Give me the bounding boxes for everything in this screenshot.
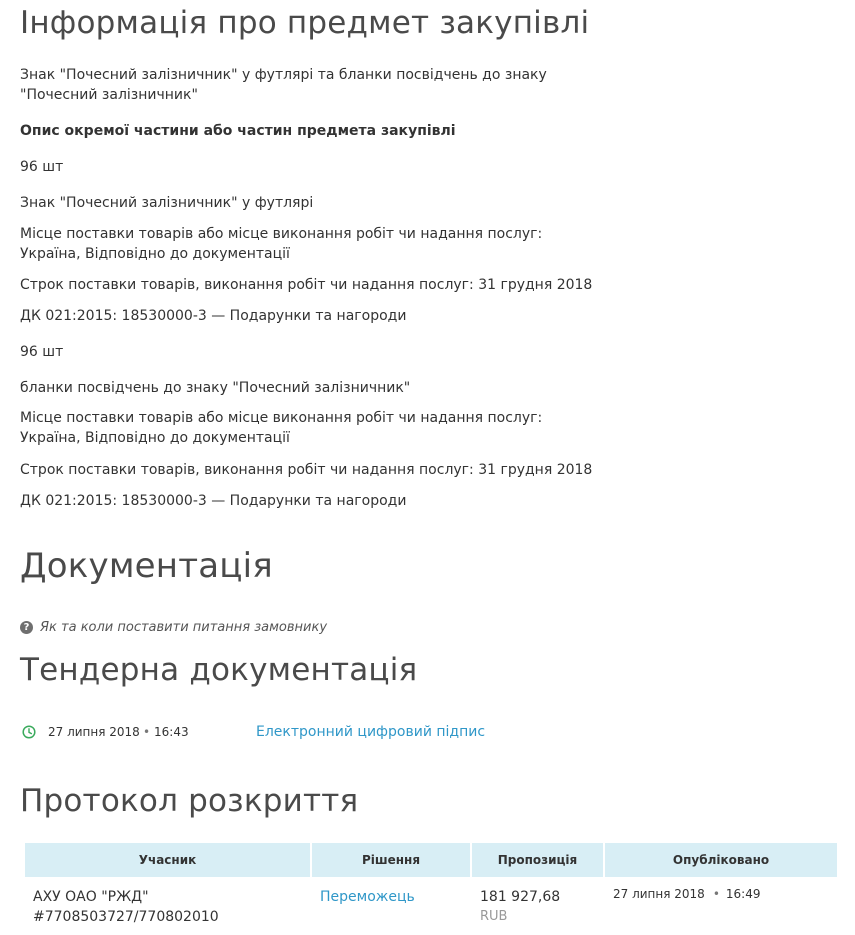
tender-docs-title: Тендерна документація xyxy=(20,652,418,688)
lot-1-name: Знак "Почесний залізничник" у футлярі xyxy=(20,195,314,211)
lot-2-quantity: 96 шт xyxy=(20,344,64,360)
documentation-title: Документація xyxy=(20,546,273,586)
protocol-header-row xyxy=(25,843,837,877)
doc-date: 27 липня 2018 xyxy=(48,725,140,739)
tender-doc-row xyxy=(20,724,820,744)
parts-heading: Опис окремої частини або частин предмета закупівлі xyxy=(20,123,456,139)
ask-question-hint[interactable] xyxy=(20,620,327,635)
lot-2-name: бланки посвідчень до знаку "Почесний залізничник" xyxy=(20,380,411,396)
protocol-title: Протокол розкриття xyxy=(20,783,359,819)
lot-1-delivery-place: Місце поставки товарів або місце виконання робіт чи надання послуг: Україна, Відповідно до документації xyxy=(20,226,543,262)
doc-time: 16:43 xyxy=(154,725,189,739)
header-participant: Учасник xyxy=(25,843,310,877)
clock-icon xyxy=(22,725,36,739)
separator-dot: • xyxy=(712,887,720,901)
protocol-table xyxy=(23,843,839,927)
published-date: 27 липня 2018 xyxy=(613,887,705,901)
digital-signature-link[interactable]: Електронний цифровий підпис xyxy=(256,724,486,740)
table-row xyxy=(25,877,837,927)
offer-amount: 181 927,68 xyxy=(480,889,561,905)
lot-2-delivery-place: Місце поставки товарів або місце виконання робіт чи надання послуг: Україна, Відповідно до документації xyxy=(20,410,543,446)
decision-cell xyxy=(312,877,470,927)
question-circle-icon: ? xyxy=(20,621,33,634)
offer-cell xyxy=(472,877,603,927)
ask-question-text: Як та коли поставити питання замовнику xyxy=(40,620,328,635)
header-decision: Рішення xyxy=(312,843,470,877)
lot-1-delivery-date: Строк поставки товарів, виконання робіт чи надання послуг: 31 грудня 2018 xyxy=(20,277,593,293)
published-time: 16:49 xyxy=(725,887,761,901)
header-published: Опубліковано xyxy=(605,843,837,877)
winner-link[interactable]: Переможець xyxy=(320,889,415,905)
published-cell xyxy=(605,877,837,927)
lot-1-classification: ДК 021:2015: 18530000-3 — Подарунки та нагороди xyxy=(20,308,407,324)
subject-description: Знак "Почесний залізничник" у футлярі та бланки посвідчень до знаку "Почесний залізничник" xyxy=(20,67,547,103)
lot-2-classification: ДК 021:2015: 18530000-3 — Подарунки та нагороди xyxy=(20,493,407,509)
lot-1-quantity: 96 шт xyxy=(20,159,64,175)
participant-cell: АХУ ОАО "РЖД" #7708503727/770802010 xyxy=(33,889,219,925)
header-offer: Пропозиція xyxy=(472,843,603,877)
procurement-info-title: Інформація про предмет закупівлі xyxy=(20,5,590,41)
lot-2-delivery-date: Строк поставки товарів, виконання робіт чи надання послуг: 31 грудня 2018 xyxy=(20,462,593,478)
offer-currency: RUB xyxy=(480,909,508,924)
separator-dot: • xyxy=(143,725,151,739)
